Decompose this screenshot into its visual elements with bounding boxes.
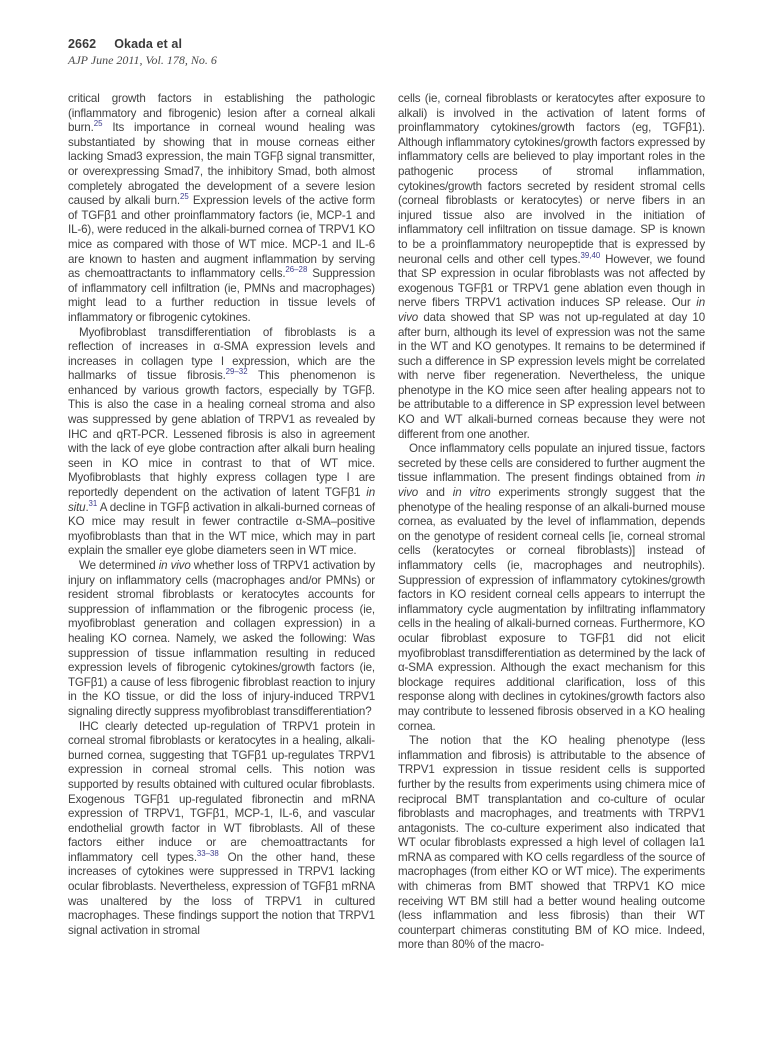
body-text: critical growth factors in establishing the pathologic (inflammatory and fibrogenic) lesion after a corneal alkali burn. [68,92,375,135]
body-text: Its importance in corneal wound healing was substantiated by showing that in mouse corneas either lacking Smad3 expression, the main TGFβ signal transmitter, or overexpressing Smad7, the inhibitory Smad, both almost completely abrogated the development of a severe lesion caused by alkali burn. [68,121,375,208]
body-text: whether loss of TRPV1 activation by injury on inflammatory cells (macrophages and/or PMNs) or resident stromal fibroblasts or keratocytes accounts for suppression of inflammation or the fibrogenic process (ie, myofibroblast generation and collagen expression) in a healing KO cornea. Namely, we asked the following: Was suppression of tissue inflammation resulting in reduced expression levels of fibrogenic cytokines/growth factors (ie, TGFβ1) a cause of less fibrogenic fibroblast reaction to injury in the KO tissue, or did the loss of injury-induced TRPV1 signaling directly suppress myofibroblast transdifferentiation? [68,559,376,718]
body-text: cells (ie, corneal fibroblasts or keratocytes after exposure to alkali) is involved in the activation of latent forms of proinflammatory cytokines/growth factors (eg, TGFβ1). Although inflammatory cytokines/growth factors expressed by inflammatory cells are believed to play important roles in the pathogenic process of stromal inflammation, cytokines/growth factors secreted by resident stromal cells (corneal fibroblasts or keratocytes) or nerve fibers in an injured tissue also are involved in the initiation of inflammatory cell infiltration on tissue damage. SP is known to be a proinflammatory neuropeptide that is expressed by neuronal cells and other cell types. [398,92,705,266]
body-text: We determined [79,559,159,572]
body-text: The notion that the KO healing phenotype (less inflammation and fibrosis) is attributable to the absence of TRPV1 expression in tissue resident cells is supported further by the results from experiments using chimera mice of reciprocal BMT transplantation and co-culture of ocular fibroblasts and macrophages, and treatments with TRPV1 antagonists. The co-culture experiment also indicated that WT ocular fibroblasts expressed a high level of collagen Ia1 mRNA as compared with KO cells regardless of the source of macrophages (from either KO or WT mice). The experiments with chimeras from BMT showed that TRPV1 KO mice receiving WT BM still had a better wound healing outcome (less inflammation and less fibrosis) than their WT counterpart chimeras constituting BM of KO mice. Indeed, more than 80% of the macro- [398,734,705,952]
paragraph [398,92,705,442]
italic-text: in vivo [158,559,191,572]
body-text: Suppression of inflammatory cell infiltration (ie, PMNs and macrophages) might lead to a further reduction in tissue levels of inflammatory or fibrogenic cytokines. [68,267,376,324]
paragraph [68,720,375,939]
paragraph [398,734,705,953]
right-column [398,92,705,953]
body-text: On the other hand, these increases of cytokines were suppressed in TRPV1 lacking ocular fibroblasts. Nevertheless, expression of TGFβ1 mRNA was unaltered by the loss of TRPV1 in cultured macrophages. These findings support the notion that TRPV1 signal activation in stromal [68,850,375,937]
body-text: and [418,486,453,500]
page-number: 2662 [68,37,97,51]
page-header [68,37,217,68]
paragraph [68,559,375,720]
italic-text: in vitro [452,486,491,500]
reference-link[interactable]: 29–32 [225,367,248,377]
reference-link[interactable]: 39,40 [580,250,601,260]
reference-link[interactable]: 26–28 [285,265,308,275]
body-text: Once inflammatory cells populate an injured tissue, factors secreted by these cells are considered to further augment the tissue inflammation. The present findings obtained from [398,442,705,485]
left-column [68,92,375,953]
body-text: . [85,500,89,514]
body-text: This phenomenon is enhanced by various growth factors, especially by TGFβ. This is also the case in a healing corneal stroma and also was suppressed by gene ablation of TRPV1 as revealed by IHC and qRT-PCR. Lessened fibrosis is also in agreement with the lack of eye globe contraction after alkali burn healing seen in KO mice in contrast to that of WT mice. Myofibroblasts that highly express collagen type I are reportedly dependent on the activation of latent TGFβ1 [68,369,375,500]
body-text: experiments strongly suggest that the phenotype of the healing response of an alkali-burned mouse cornea, as evaluated by the level of inflammation, depends on the genotype of resident corneal cells [ie, corneal stromal cells (keratocytes or corneal fibroblasts)] instead of inflammatory cells (ie, macrophages and neutrophils). Suppression of expression of inflammatory cytokines/growth factors in KO resident corneal cells appears to interrupt the inflammatory cycle augmentation by infiltrating inflammatory cells in the healing of alkali-burned corneas. Furthermore, KO ocular fibroblast exposure to TGFβ1 did not elicit myofibroblast transdifferentiation as determined by the lack of α-SMA expression. Although the exact mechanism for this blockage requires additional clarification, loss of this response along with declines in cytokines/growth factors also may contribute to lessened fibrosis observed in a KO healing cornea. [398,486,705,733]
reference-link[interactable]: 25 [93,119,103,129]
reference-link[interactable]: 33–38 [196,849,219,859]
reference-link[interactable]: 25 [179,192,189,202]
body-text: However, we found that SP expression in ocular fibroblasts was not affected by exogenous TGFβ1 or TRPV1 gene ablation even though in nerve fibers TRPV1 activation induces SP release. Our [398,252,705,310]
italic-text: in situ [68,486,375,514]
body-text: A decline in TGFβ activation in alkali-burned corneas of KO mice may result in fewer contractile α-SMA–positive myofibroblasts than that in the WT mice, which may in part explain the smaller eye globe diameters seen in WT mice. [68,500,375,558]
two-column-body [68,92,705,953]
paragraph [68,92,375,326]
body-text: Myofibroblast transdifferentiation of fibroblasts is a reflection of increases in α-SMA expression levels and increases in collagen type I expression, which are the hallmarks of tissue fibrosis. [68,325,375,383]
header-line [68,37,217,51]
paragraph [398,442,705,734]
italic-text: in vivo [398,471,705,500]
body-text: Expression levels of the active form of TGFβ1 and other proinflammatory factors (ie, MCP-1 and IL-6), were reduced in the alkali-burned cornea of TRPV1 KO mice as compared with those of WT mice. MCP-1 and IL-6 are known to hasten and augment inflammation by serving as chemoattractants to inflammatory cells. [68,194,376,281]
body-text: data showed that SP was not up-regulated at day 10 after burn, although its level of expression was not the same in the WT and KO genotypes. It remains to be determined if such a difference in SP expression levels might be correlated with nerve fiber regeneration. Nevertheless, the unique phenotype in the KO mice seen after healing appears not to be attributable to a difference in SP expression level between KO and WT alkali-burned corneas because they were not different from one another. [398,310,705,441]
body-text: IHC clearly detected up-regulation of TRPV1 protein in corneal stromal fibroblasts or keratocytes in a healing, alkali-burned cornea, suggesting that TGFβ1 up-regulates TRPV1 expression in corneal stromal cells. This notion was supported by results obtained with cultured ocular fibroblasts. Exogenous TGFβ1 up-regulated fibronectin and mRNA expression of TRPV1, TGFβ1, MCP-1, IL-6, and vascular endothelial growth factor in WT fibroblasts. All of these factors either induce or are chemoattractants for inflammatory cell types. [68,719,375,864]
running-authors: Okada et al [114,37,183,51]
reference-link[interactable]: 31 [88,498,98,508]
paragraph [68,326,375,560]
italic-text: in vivo [398,296,705,324]
journal-citation: AJP June 2011, Vol. 178, No. 6 [68,53,217,67]
